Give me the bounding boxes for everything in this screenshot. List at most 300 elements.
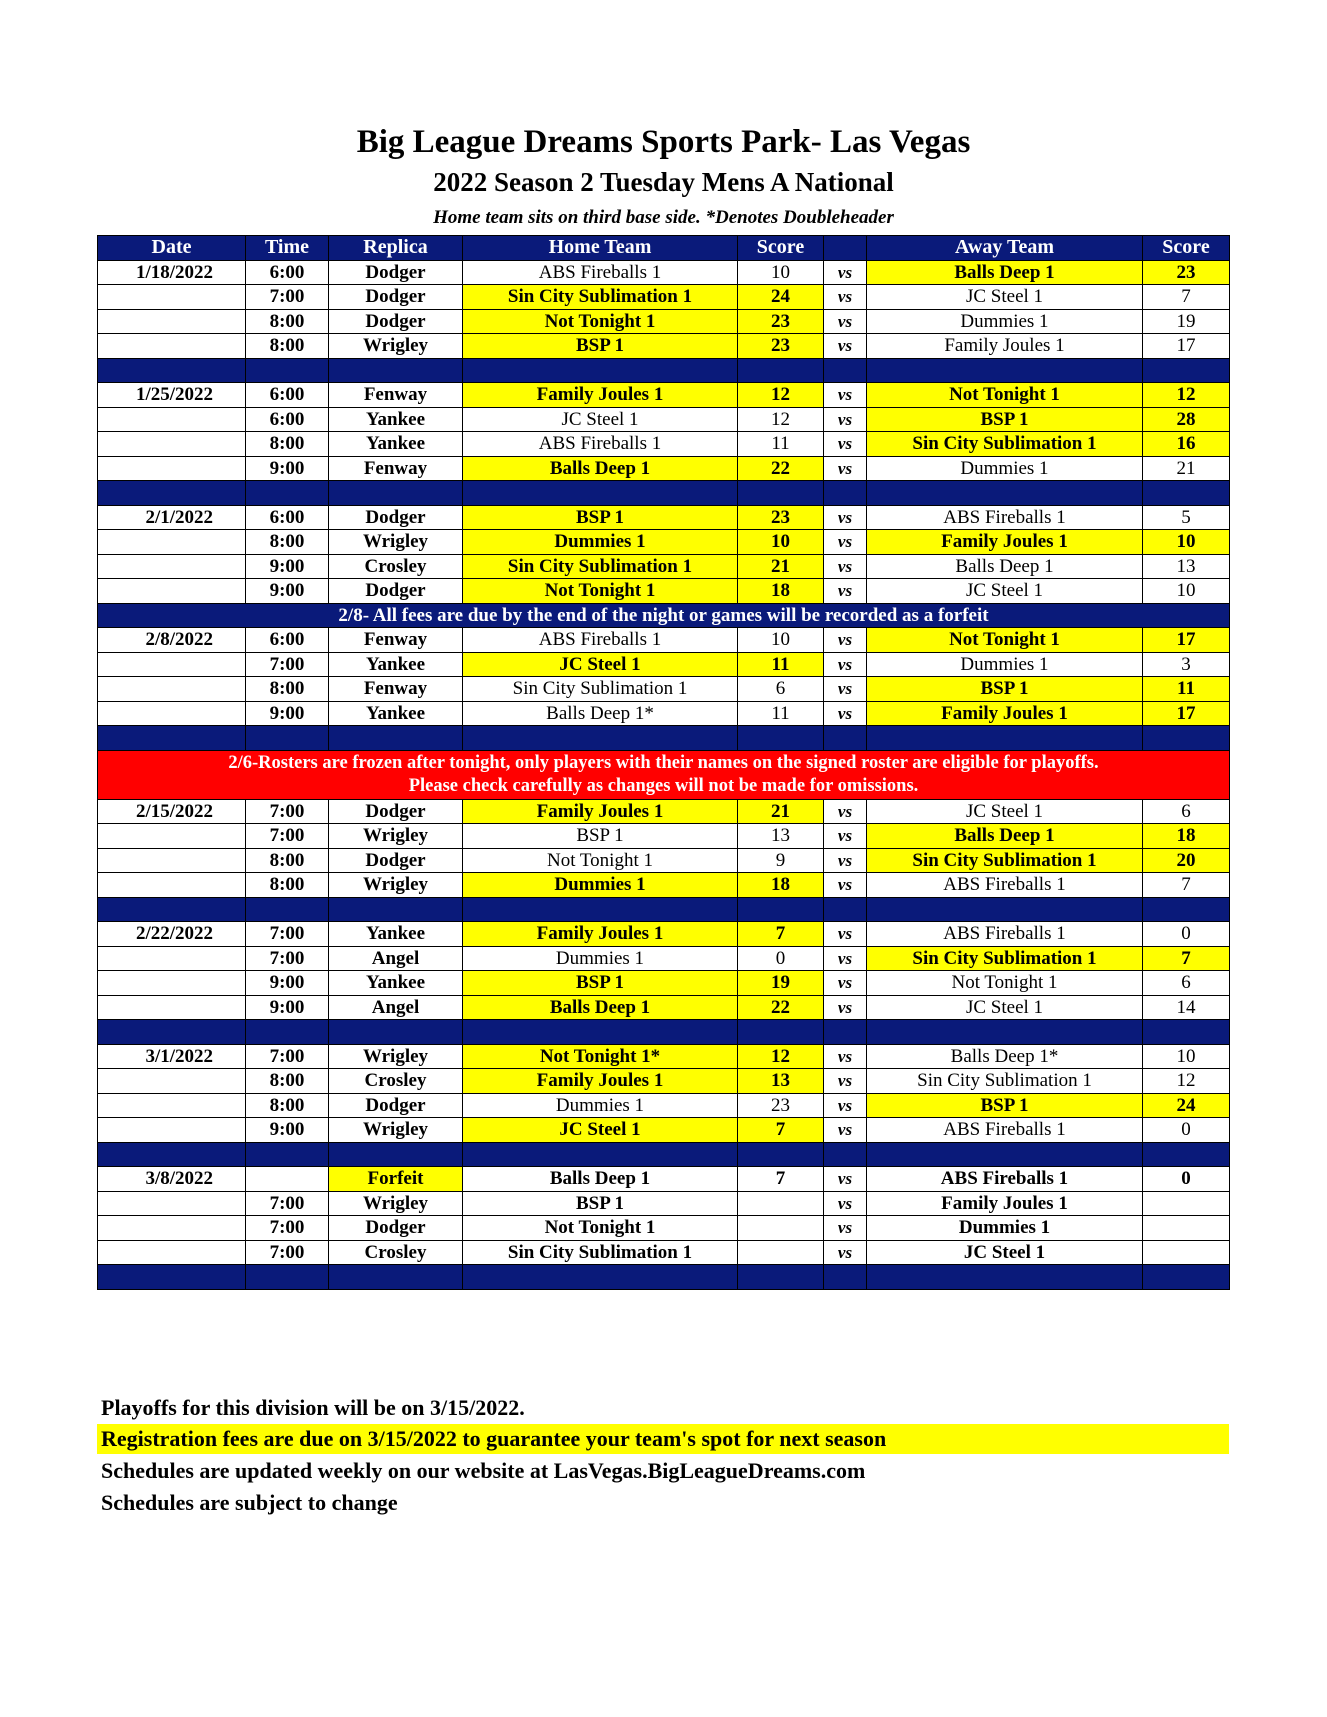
- game-row: [98, 652, 1230, 677]
- away-team: Balls Deep 1: [867, 554, 1143, 579]
- game-date: [98, 971, 246, 996]
- home-score: 18: [738, 579, 824, 604]
- home-score: 0: [738, 946, 824, 971]
- away-score: 0: [1143, 922, 1230, 947]
- game-replica-field: Fenway: [329, 456, 463, 481]
- separator-cell: [246, 726, 329, 751]
- vs-label: vs: [824, 1044, 867, 1069]
- home-team: Not Tonight 1: [463, 579, 738, 604]
- away-score: [1143, 1240, 1230, 1265]
- game-time: 8:00: [246, 334, 329, 359]
- vs-label: vs: [824, 971, 867, 996]
- game-row: [98, 383, 1230, 408]
- week-separator: [98, 1142, 1230, 1167]
- game-row: [98, 873, 1230, 898]
- game-row: [98, 946, 1230, 971]
- col-vs: [824, 236, 867, 261]
- vs-label: vs: [824, 505, 867, 530]
- away-score: [1143, 1191, 1230, 1216]
- away-score: [1143, 1216, 1230, 1241]
- game-row: [98, 922, 1230, 947]
- game-replica-field: Dodger: [329, 848, 463, 873]
- home-team: BSP 1: [463, 1191, 738, 1216]
- game-time: 8:00: [246, 309, 329, 334]
- game-replica-field: Wrigley: [329, 530, 463, 555]
- week-separator: [98, 1020, 1230, 1045]
- separator-cell: [1143, 358, 1230, 383]
- away-team: Dummies 1: [867, 309, 1143, 334]
- game-date: 1/18/2022: [98, 260, 246, 285]
- game-date: [98, 334, 246, 359]
- game-date: [98, 848, 246, 873]
- vs-label: vs: [824, 260, 867, 285]
- game-time: 7:00: [246, 285, 329, 310]
- away-score: 14: [1143, 995, 1230, 1020]
- game-time: 9:00: [246, 456, 329, 481]
- game-row: [98, 799, 1230, 824]
- game-row: [98, 824, 1230, 849]
- game-row: [98, 701, 1230, 726]
- home-score: 12: [738, 407, 824, 432]
- game-date: [98, 946, 246, 971]
- game-time: 6:00: [246, 260, 329, 285]
- away-team: JC Steel 1: [867, 1240, 1143, 1265]
- game-time: 8:00: [246, 873, 329, 898]
- week-separator: [98, 897, 1230, 922]
- away-score: 19: [1143, 309, 1230, 334]
- game-row: [98, 456, 1230, 481]
- home-score: 7: [738, 1118, 824, 1143]
- game-time: 8:00: [246, 677, 329, 702]
- vs-label: vs: [824, 1191, 867, 1216]
- home-team-note: Home team sits on third base side. *Denotes Doubleheader: [433, 207, 894, 228]
- game-replica-field: Dodger: [329, 309, 463, 334]
- separator-cell: [867, 481, 1143, 506]
- game-row: [98, 848, 1230, 873]
- separator-cell: [463, 358, 738, 383]
- separator-cell: [98, 481, 246, 506]
- away-score: 13: [1143, 554, 1230, 579]
- fees-notice-row: [98, 603, 1230, 628]
- separator-cell: [329, 726, 463, 751]
- away-team: Family Joules 1: [867, 701, 1143, 726]
- separator-cell: [867, 358, 1143, 383]
- game-time: 9:00: [246, 1118, 329, 1143]
- home-score: 19: [738, 971, 824, 996]
- separator-cell: [738, 481, 824, 506]
- game-time: 7:00: [246, 1240, 329, 1265]
- separator-cell: [463, 481, 738, 506]
- home-team: Family Joules 1: [463, 922, 738, 947]
- away-score: 17: [1143, 701, 1230, 726]
- away-team: BSP 1: [867, 677, 1143, 702]
- game-time: 8:00: [246, 530, 329, 555]
- game-time: 9:00: [246, 971, 329, 996]
- game-replica-field: Dodger: [329, 260, 463, 285]
- game-date: [98, 285, 246, 310]
- away-team: Sin City Sublimation 1: [867, 432, 1143, 457]
- game-replica-field: Dodger: [329, 285, 463, 310]
- home-team: Balls Deep 1: [463, 995, 738, 1020]
- roster-alert-line-2: Please check carefully as changes will not be made for omissions.: [408, 775, 919, 796]
- game-date: [98, 554, 246, 579]
- game-replica-field: Wrigley: [329, 824, 463, 849]
- home-score: 24: [738, 285, 824, 310]
- game-date: [98, 824, 246, 849]
- vs-label: vs: [824, 1216, 867, 1241]
- home-score: 22: [738, 456, 824, 481]
- vs-label: vs: [824, 922, 867, 947]
- game-replica-field: Yankee: [329, 971, 463, 996]
- away-score: 5: [1143, 505, 1230, 530]
- roster-alert: [98, 750, 1230, 799]
- game-replica-field: Wrigley: [329, 873, 463, 898]
- game-replica-field: Fenway: [329, 628, 463, 653]
- game-time: 7:00: [246, 1044, 329, 1069]
- game-replica-field: Dodger: [329, 505, 463, 530]
- away-team: Not Tonight 1: [867, 971, 1143, 996]
- home-team: Sin City Sublimation 1: [463, 554, 738, 579]
- away-team: JC Steel 1: [867, 995, 1143, 1020]
- game-date: [98, 530, 246, 555]
- game-time: 8:00: [246, 1093, 329, 1118]
- game-date: [98, 1216, 246, 1241]
- separator-cell: [463, 726, 738, 751]
- vs-label: vs: [824, 530, 867, 555]
- away-team: ABS Fireballs 1: [867, 922, 1143, 947]
- away-team: Family Joules 1: [867, 1191, 1143, 1216]
- separator-cell: [867, 1020, 1143, 1045]
- game-time: 8:00: [246, 1069, 329, 1094]
- roster-alert-row: [98, 750, 1230, 799]
- game-row: [98, 334, 1230, 359]
- home-team: Balls Deep 1: [463, 1167, 738, 1192]
- separator-cell: [1143, 481, 1230, 506]
- away-score: 17: [1143, 334, 1230, 359]
- away-score: 20: [1143, 848, 1230, 873]
- separator-cell: [867, 897, 1143, 922]
- home-score: 21: [738, 554, 824, 579]
- separator-cell: [738, 897, 824, 922]
- home-score: 10: [738, 628, 824, 653]
- home-team: BSP 1: [463, 505, 738, 530]
- game-time: 7:00: [246, 824, 329, 849]
- game-replica-field: Wrigley: [329, 1044, 463, 1069]
- home-score: 23: [738, 309, 824, 334]
- vs-label: vs: [824, 407, 867, 432]
- vs-label: vs: [824, 824, 867, 849]
- away-score: 0: [1143, 1118, 1230, 1143]
- col-replica: Replica: [329, 236, 463, 261]
- game-date: [98, 407, 246, 432]
- separator-cell: [824, 358, 867, 383]
- game-row: [98, 677, 1230, 702]
- away-score: 21: [1143, 456, 1230, 481]
- game-time: 6:00: [246, 383, 329, 408]
- separator-cell: [246, 481, 329, 506]
- game-time: 9:00: [246, 995, 329, 1020]
- game-replica-field: Wrigley: [329, 334, 463, 359]
- away-team: JC Steel 1: [867, 579, 1143, 604]
- home-team: ABS Fireballs 1: [463, 628, 738, 653]
- vs-label: vs: [824, 946, 867, 971]
- game-row: [98, 1118, 1230, 1143]
- away-team: Sin City Sublimation 1: [867, 946, 1143, 971]
- game-row: [98, 407, 1230, 432]
- game-replica-field: Fenway: [329, 677, 463, 702]
- away-team: BSP 1: [867, 407, 1143, 432]
- game-time: 7:00: [246, 652, 329, 677]
- away-score: 24: [1143, 1093, 1230, 1118]
- home-team: ABS Fireballs 1: [463, 260, 738, 285]
- game-row: [98, 1240, 1230, 1265]
- away-score: 7: [1143, 873, 1230, 898]
- game-replica-field: Wrigley: [329, 1191, 463, 1216]
- home-team: Family Joules 1: [463, 383, 738, 408]
- away-score: 23: [1143, 260, 1230, 285]
- home-team: Balls Deep 1: [463, 456, 738, 481]
- game-time: 7:00: [246, 1216, 329, 1241]
- home-score: 13: [738, 1069, 824, 1094]
- home-team: Dummies 1: [463, 530, 738, 555]
- home-score: 10: [738, 260, 824, 285]
- game-row: [98, 260, 1230, 285]
- home-team: BSP 1: [463, 334, 738, 359]
- game-replica-field: Dodger: [329, 1093, 463, 1118]
- separator-cell: [246, 1265, 329, 1290]
- fees-notice: 2/8- All fees are due by the end of the night or games will be recorded as a forfeit: [98, 603, 1230, 628]
- week-separator: [98, 358, 1230, 383]
- vs-label: vs: [824, 554, 867, 579]
- game-replica-field: Crosley: [329, 1240, 463, 1265]
- separator-cell: [738, 1265, 824, 1290]
- game-row: [98, 530, 1230, 555]
- vs-label: vs: [824, 848, 867, 873]
- away-score: 17: [1143, 628, 1230, 653]
- vs-label: vs: [824, 799, 867, 824]
- home-score: [738, 1240, 824, 1265]
- game-replica-field: Dodger: [329, 1216, 463, 1241]
- game-date: [98, 432, 246, 457]
- home-score: 22: [738, 995, 824, 1020]
- game-replica-field: Yankee: [329, 432, 463, 457]
- away-score: 10: [1143, 530, 1230, 555]
- game-date: [98, 677, 246, 702]
- game-time: 7:00: [246, 799, 329, 824]
- away-team: ABS Fireballs 1: [867, 873, 1143, 898]
- vs-label: vs: [824, 873, 867, 898]
- separator-cell: [98, 358, 246, 383]
- game-row: [98, 505, 1230, 530]
- game-replica-field: Crosley: [329, 554, 463, 579]
- home-team: Not Tonight 1: [463, 1216, 738, 1241]
- separator-cell: [824, 1020, 867, 1045]
- game-row: [98, 971, 1230, 996]
- week-separator: [98, 1265, 1230, 1290]
- away-score: 7: [1143, 946, 1230, 971]
- game-date: 2/22/2022: [98, 922, 246, 947]
- away-team: ABS Fireballs 1: [867, 505, 1143, 530]
- game-row: [98, 285, 1230, 310]
- game-row: [98, 554, 1230, 579]
- home-team: Sin City Sublimation 1: [463, 285, 738, 310]
- game-replica-field: Angel: [329, 995, 463, 1020]
- vs-label: vs: [824, 677, 867, 702]
- separator-cell: [1143, 1020, 1230, 1045]
- game-time: 7:00: [246, 922, 329, 947]
- away-team: Balls Deep 1*: [867, 1044, 1143, 1069]
- away-team: Dummies 1: [867, 652, 1143, 677]
- game-date: [98, 1069, 246, 1094]
- game-time: 6:00: [246, 407, 329, 432]
- away-team: Family Joules 1: [867, 530, 1143, 555]
- game-date: 2/8/2022: [98, 628, 246, 653]
- separator-cell: [98, 1142, 246, 1167]
- game-row: [98, 1069, 1230, 1094]
- away-score: 3: [1143, 652, 1230, 677]
- game-row: [98, 1191, 1230, 1216]
- away-team: Dummies 1: [867, 456, 1143, 481]
- separator-cell: [738, 726, 824, 751]
- home-score: 21: [738, 799, 824, 824]
- home-score: 11: [738, 652, 824, 677]
- registration-note: Registration fees are due on 3/15/2022 to guarantee your team's spot for next season: [97, 1424, 1229, 1454]
- separator-cell: [824, 481, 867, 506]
- separator-cell: [1143, 897, 1230, 922]
- game-time: 9:00: [246, 701, 329, 726]
- game-time: 9:00: [246, 579, 329, 604]
- separator-cell: [463, 1020, 738, 1045]
- separator-cell: [463, 1142, 738, 1167]
- home-team: Not Tonight 1*: [463, 1044, 738, 1069]
- game-time: 8:00: [246, 848, 329, 873]
- home-score: [738, 1216, 824, 1241]
- away-team: JC Steel 1: [867, 285, 1143, 310]
- away-team: Balls Deep 1: [867, 260, 1143, 285]
- roster-alert-line-1: 2/6-Rosters are frozen after tonight, only players with their names on the signed roster are eligible for playoffs.: [228, 752, 1099, 773]
- separator-cell: [246, 1020, 329, 1045]
- separator-cell: [867, 1265, 1143, 1290]
- website-note: Schedules are updated weekly on our website at LasVegas.BigLeagueDreams.com: [101, 1458, 866, 1483]
- vs-label: vs: [824, 309, 867, 334]
- vs-label: vs: [824, 628, 867, 653]
- game-row: [98, 995, 1230, 1020]
- game-replica-field: Wrigley: [329, 1118, 463, 1143]
- separator-cell: [329, 481, 463, 506]
- change-note: Schedules are subject to change: [101, 1490, 398, 1515]
- home-team: Sin City Sublimation 1: [463, 677, 738, 702]
- home-team: JC Steel 1: [463, 652, 738, 677]
- header-row: [98, 236, 1230, 261]
- game-date: 1/25/2022: [98, 383, 246, 408]
- away-score: 10: [1143, 579, 1230, 604]
- home-team: Dummies 1: [463, 873, 738, 898]
- col-date: Date: [98, 236, 246, 261]
- game-time: 7:00: [246, 1191, 329, 1216]
- game-time: 6:00: [246, 628, 329, 653]
- away-team: Not Tonight 1: [867, 383, 1143, 408]
- separator-cell: [738, 358, 824, 383]
- home-score: 7: [738, 922, 824, 947]
- game-date: [98, 652, 246, 677]
- home-team: Balls Deep 1*: [463, 701, 738, 726]
- away-score: 7: [1143, 285, 1230, 310]
- home-score: 10: [738, 530, 824, 555]
- home-score: 9: [738, 848, 824, 873]
- game-date: [98, 1191, 246, 1216]
- separator-cell: [246, 897, 329, 922]
- separator-cell: [329, 1142, 463, 1167]
- game-row: [98, 309, 1230, 334]
- game-row: [98, 628, 1230, 653]
- home-team: Dummies 1: [463, 946, 738, 971]
- home-team: Dummies 1: [463, 1093, 738, 1118]
- vs-label: vs: [824, 334, 867, 359]
- separator-cell: [98, 897, 246, 922]
- away-score: 6: [1143, 971, 1230, 996]
- game-date: 3/1/2022: [98, 1044, 246, 1069]
- home-score: 13: [738, 824, 824, 849]
- game-replica-field: Forfeit: [329, 1167, 463, 1192]
- separator-cell: [824, 1265, 867, 1290]
- away-team: Dummies 1: [867, 1216, 1143, 1241]
- separator-cell: [463, 1265, 738, 1290]
- home-team: BSP 1: [463, 971, 738, 996]
- page-title: Big League Dreams Sports Park- Las Vegas: [356, 124, 971, 160]
- game-time: 6:00: [246, 505, 329, 530]
- game-date: [98, 309, 246, 334]
- col-time: Time: [246, 236, 329, 261]
- vs-label: vs: [824, 285, 867, 310]
- week-separator: [98, 481, 1230, 506]
- separator-cell: [329, 1020, 463, 1045]
- vs-label: vs: [824, 383, 867, 408]
- vs-label: vs: [824, 701, 867, 726]
- home-score: 18: [738, 873, 824, 898]
- game-replica-field: Dodger: [329, 579, 463, 604]
- separator-cell: [738, 1020, 824, 1045]
- home-score: 12: [738, 383, 824, 408]
- game-replica-field: Crosley: [329, 1069, 463, 1094]
- home-score: [738, 1191, 824, 1216]
- home-team: Not Tonight 1: [463, 848, 738, 873]
- game-date: [98, 873, 246, 898]
- game-replica-field: Fenway: [329, 383, 463, 408]
- vs-label: vs: [824, 579, 867, 604]
- home-score: 23: [738, 334, 824, 359]
- separator-cell: [246, 358, 329, 383]
- separator-cell: [824, 1142, 867, 1167]
- home-team: ABS Fireballs 1: [463, 432, 738, 457]
- separator-cell: [867, 726, 1143, 751]
- game-row: [98, 432, 1230, 457]
- game-replica-field: Yankee: [329, 701, 463, 726]
- game-date: [98, 456, 246, 481]
- vs-label: vs: [824, 1069, 867, 1094]
- away-team: Family Joules 1: [867, 334, 1143, 359]
- game-date: [98, 1118, 246, 1143]
- game-date: 3/8/2022: [98, 1167, 246, 1192]
- game-row: [98, 1216, 1230, 1241]
- game-date: [98, 1240, 246, 1265]
- separator-cell: [1143, 1265, 1230, 1290]
- vs-label: vs: [824, 1093, 867, 1118]
- game-replica-field: Yankee: [329, 407, 463, 432]
- away-team: JC Steel 1: [867, 799, 1143, 824]
- game-row: [98, 1167, 1230, 1192]
- separator-cell: [1143, 726, 1230, 751]
- home-team: JC Steel 1: [463, 407, 738, 432]
